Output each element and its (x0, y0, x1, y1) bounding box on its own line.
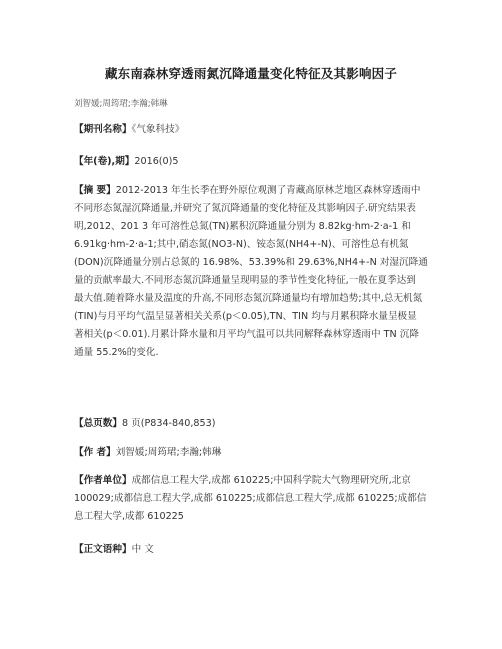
abstract-line: 不同形态氮湿沉降通量,并研究了氮沉降通量的变化特征及其影响因子.研究结果表 (74, 203, 416, 214)
language-label: 【正文语种】 (74, 544, 132, 555)
journal-value: 《气象科技》 (131, 124, 185, 135)
affiliation-field (74, 472, 430, 526)
journal-label: 【期刊名称】 (74, 124, 132, 135)
affiliation-line: 100029;成都信息工程大学,成都 610225;成都信息工程大学,成都 610225;成都信 (74, 493, 427, 504)
abstract-line: 通量 55.2%的变化. (74, 347, 159, 358)
affiliation-line (74, 472, 430, 490)
abstract-line: 6.91kg·hm-2·a-1;其中,硝态氮(NO3-N)、铵态氮(NH4+-N)、可溶性总有机氮 (74, 239, 409, 250)
year-issue-label: 【年(卷),期】 (74, 156, 135, 167)
abstract-line: 量的贡献率最大.不同形态氮沉降通量呈现明显的季节性变化特征,一般在夏季达到 (74, 275, 416, 286)
pages-field (74, 415, 430, 433)
author-label: 【作 者】 (74, 447, 116, 458)
affiliation-line: 息工程大学,成都 610225 (74, 511, 184, 522)
abstract-line: 明,2012、201 3 年可溶性总氮(TN)累积沉降通量分别为 8.82kg·hm-2·a-1 和 (74, 221, 411, 232)
author-value: 刘智媛;周筠珺;李瀚;韩琳 (115, 447, 222, 458)
authors-line: 刘智媛;周筠珺;李瀚;韩琳 (74, 99, 168, 109)
language-value: 中 文 (131, 544, 154, 555)
abstract-label: 【摘 要】 (74, 185, 116, 196)
abstract-text: 2012-2013 年生长季在野外原位观测了青藏高原林芝地区森林穿透雨中 (115, 185, 421, 196)
abstract-line (74, 182, 430, 200)
affiliation-text: 成都信息工程大学,成都 610225;中国科学院大气物理研究所,北京 (131, 475, 411, 486)
language-field (74, 541, 430, 559)
abstract-line: (DON)沉降通量分别占总氮的 16.98%、53.39%和 29.63%,NH4+-N 对湿沉降通 (74, 257, 428, 268)
pages-value: 8 页(P834-840,853) (121, 418, 216, 429)
abstract-line: 最大值.随着降水量及温度的升高,不同形态氮沉降通量均有增加趋势;其中,总无机氮 (74, 293, 423, 304)
abstract-field (74, 182, 430, 362)
affiliation-label: 【作者单位】 (74, 475, 132, 486)
year-issue-value: 2016(0)5 (134, 156, 179, 167)
abstract-line: (TIN)与月平均气温呈显著相关关系(p＜0.05),TN、TIN 均与月累积降水量呈极显 (74, 311, 417, 322)
author-field (74, 444, 430, 462)
journal-field (74, 121, 430, 139)
pages-label: 【总页数】 (74, 418, 122, 429)
article-title: 藏东南森林穿透雨氮沉降通量变化特征及其影响因子 (104, 66, 398, 81)
abstract-line: 著相关(p＜0.01).月累计降水量和月平均气温可以共同解释森林穿透雨中 TN 沉降 (74, 329, 419, 340)
year-issue-field (74, 153, 430, 171)
